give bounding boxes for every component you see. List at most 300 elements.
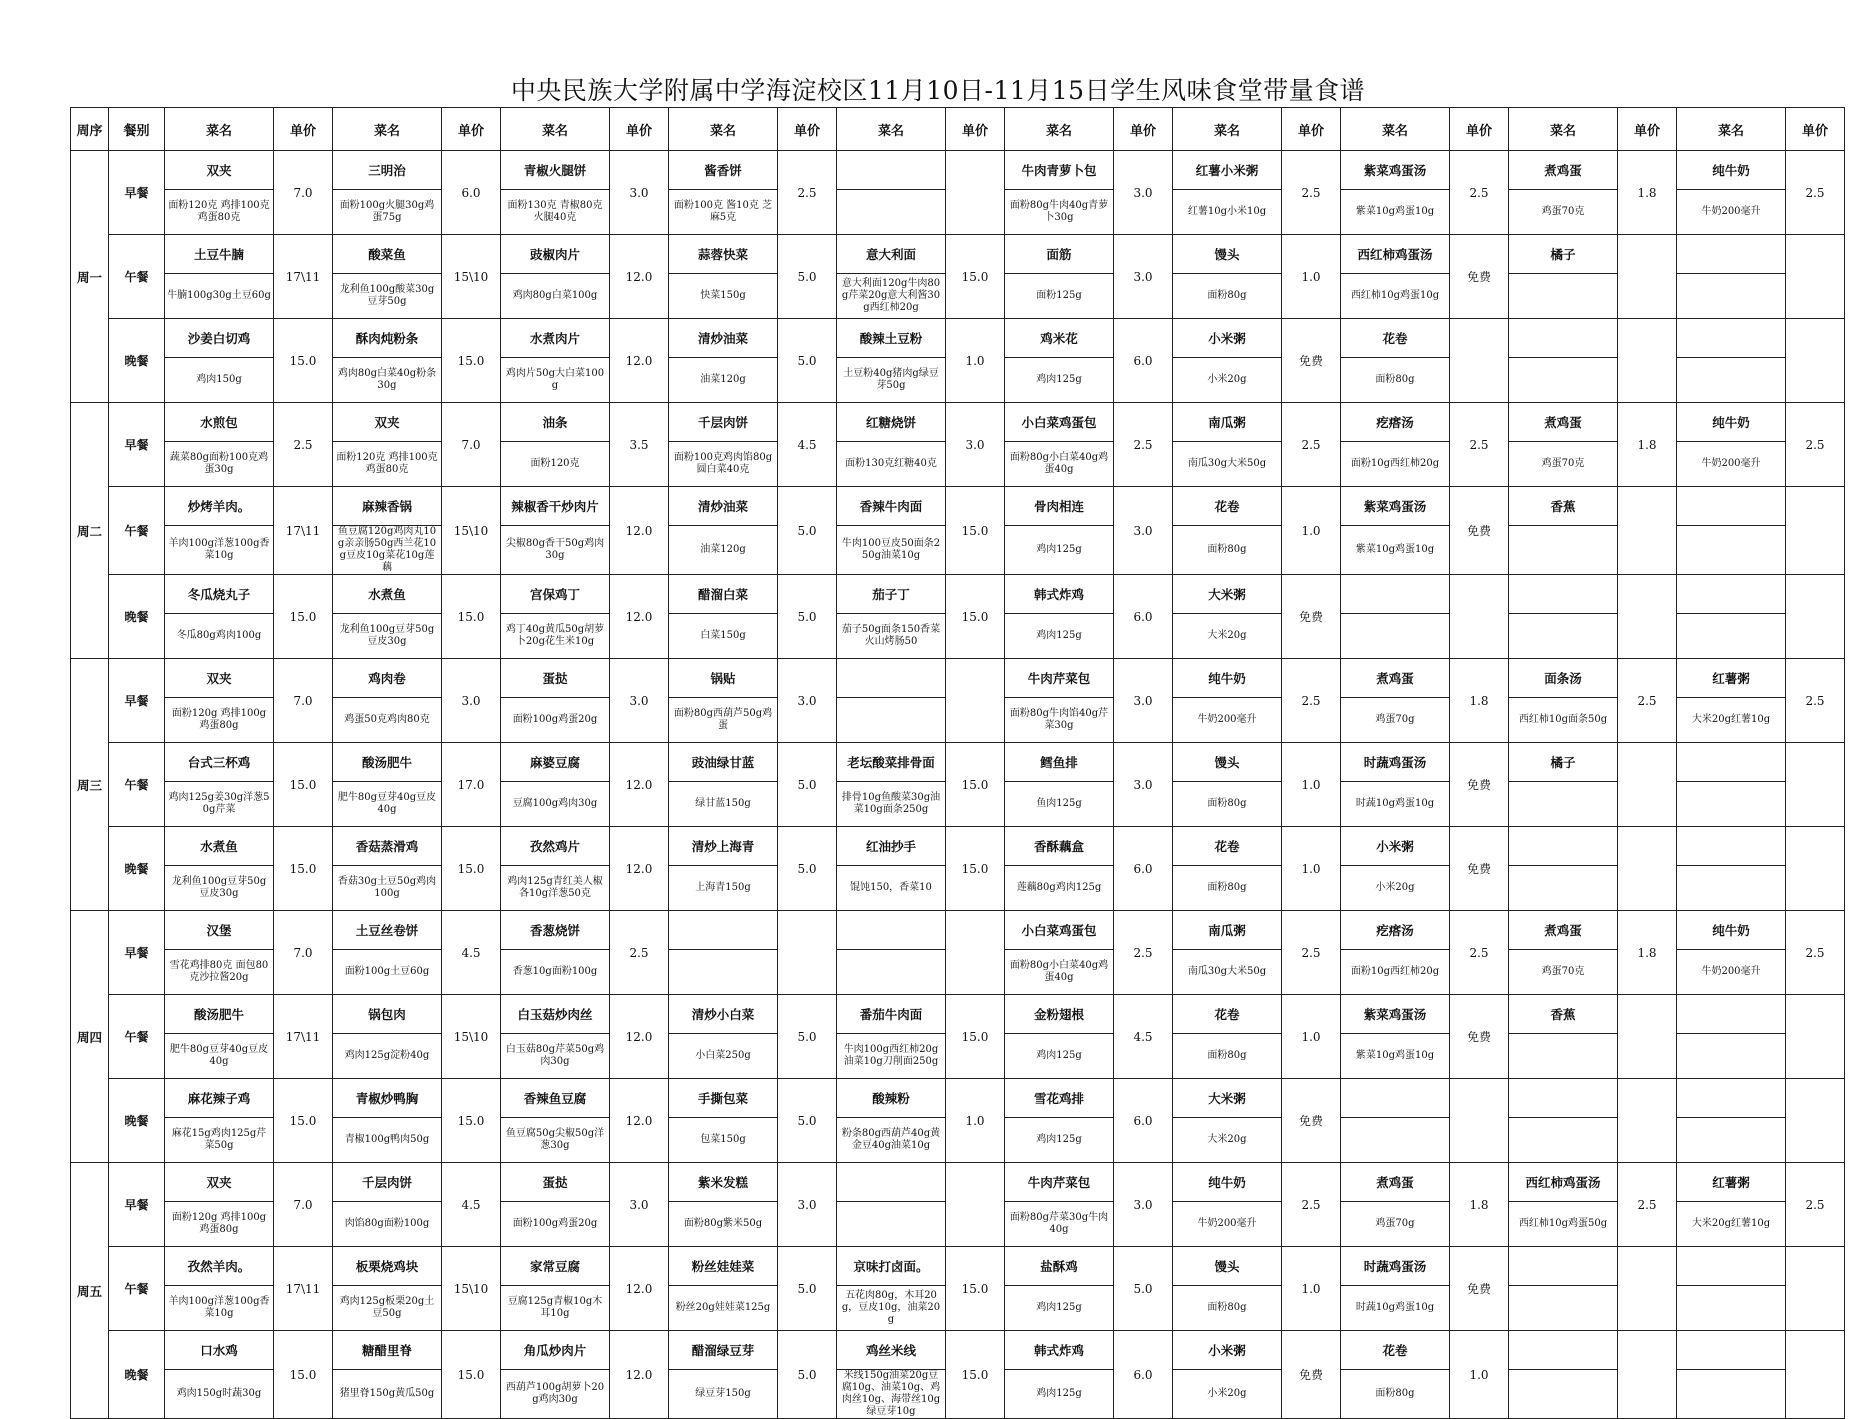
header-dish: 菜名 bbox=[333, 108, 442, 151]
ingredients-text: 面粉125g bbox=[1036, 290, 1082, 301]
dish-name: 锅包肉 bbox=[333, 995, 442, 1034]
ingredients-text: 面粉80g bbox=[1207, 1050, 1247, 1061]
dish-price: 12.0 bbox=[610, 487, 669, 575]
dish-ingredients bbox=[837, 1034, 946, 1079]
dish-name: 盐酥鸡 bbox=[1005, 1247, 1114, 1286]
ingredients-text: 面粉120g 鸡排100g鸡蛋80g bbox=[171, 1212, 267, 1235]
dish-price: 免费 bbox=[1450, 487, 1509, 575]
dish-price: 3.0 bbox=[1114, 659, 1173, 743]
dish-price: 15.0 bbox=[946, 995, 1005, 1079]
dish-price: 3.0 bbox=[1114, 235, 1173, 319]
header-price: 单价 bbox=[946, 108, 1005, 151]
dish-name: 馒头 bbox=[1173, 743, 1282, 782]
dish-price: 2.5 bbox=[610, 911, 669, 995]
dish-name: 橘子 bbox=[1509, 743, 1618, 782]
dish-ingredients bbox=[1677, 190, 1786, 235]
dish-ingredients bbox=[1005, 1286, 1114, 1331]
ingredients-text: 面粉120克 鸡排100克鸡蛋80克 bbox=[168, 200, 270, 223]
dish-price: 1.8 bbox=[1450, 659, 1509, 743]
dish-price bbox=[946, 1163, 1005, 1247]
ingredients-text: 鸡肉125g板栗20g土豆50g bbox=[339, 1296, 435, 1319]
dish-ingredients bbox=[1173, 526, 1282, 575]
dish-name: 糖醋里脊 bbox=[333, 1331, 442, 1370]
dish-name: 蛋挞 bbox=[501, 659, 610, 698]
dish-ingredients bbox=[333, 698, 442, 743]
dish-ingredients bbox=[1677, 698, 1786, 743]
dish-name: 纯牛奶 bbox=[1173, 659, 1282, 698]
dish-name: 清炒油菜 bbox=[669, 319, 778, 358]
dish-ingredients bbox=[1677, 1034, 1786, 1079]
dish-price: 1.0 bbox=[1282, 1247, 1341, 1331]
dish-name: 牛肉芹菜包 bbox=[1005, 659, 1114, 698]
dish-ingredients bbox=[1173, 190, 1282, 235]
dish-ingredients bbox=[165, 190, 274, 235]
dish-price: 15.0 bbox=[946, 827, 1005, 911]
dish-ingredients bbox=[165, 1286, 274, 1331]
dish-ingredients bbox=[333, 1202, 442, 1247]
dish-name: 小白菜鸡蛋包 bbox=[1005, 911, 1114, 950]
dish-price: 3.0 bbox=[1114, 151, 1173, 235]
ingredients-text: 牛肉100豆皮50面条250g油菜10g bbox=[841, 538, 941, 561]
ingredients-text: 鱼豆腐50g尖椒50g洋葱30g bbox=[505, 1128, 605, 1151]
dish-price: 12.0 bbox=[610, 995, 669, 1079]
dish-ingredients bbox=[333, 1118, 442, 1163]
dish-price: 3.0 bbox=[1114, 1163, 1173, 1247]
dish-price: 免费 bbox=[1450, 1247, 1509, 1331]
dish-ingredients bbox=[837, 698, 946, 743]
dish-name: 水煮肉片 bbox=[501, 319, 610, 358]
dish-ingredients bbox=[333, 1370, 442, 1419]
dish-ingredients bbox=[837, 1118, 946, 1163]
dish-ingredients bbox=[165, 698, 274, 743]
dish-price: 2.5 bbox=[1282, 1163, 1341, 1247]
dish-name: 土豆丝卷饼 bbox=[333, 911, 442, 950]
ingredients-text: 肥牛80g豆芽40g豆皮40g bbox=[169, 1044, 269, 1067]
dish-price: 免费 bbox=[1282, 1079, 1341, 1163]
dish-ingredients bbox=[1005, 614, 1114, 659]
dish-price: 15.0 bbox=[274, 319, 333, 403]
dish-name bbox=[1677, 995, 1786, 1034]
dish-name: 南瓜粥 bbox=[1173, 403, 1282, 442]
ingredients-text: 面粉10g西红柿20g bbox=[1350, 458, 1440, 469]
dish-price: 免费 bbox=[1450, 827, 1509, 911]
meal-label: 早餐 bbox=[109, 659, 165, 743]
ingredients-text: 面粉80g bbox=[1207, 544, 1247, 555]
dish-name: 金粉翅根 bbox=[1005, 995, 1114, 1034]
dish-ingredients bbox=[1509, 442, 1618, 487]
dish-ingredients bbox=[501, 782, 610, 827]
dish-ingredients bbox=[1509, 274, 1618, 319]
dish-name: 紫菜鸡蛋汤 bbox=[1341, 995, 1450, 1034]
meal-row bbox=[71, 743, 1845, 782]
dish-price: 5.0 bbox=[778, 1079, 837, 1163]
dish-price: 5.0 bbox=[778, 319, 837, 403]
dish-ingredients bbox=[1677, 614, 1786, 659]
meal-label: 晚餐 bbox=[109, 575, 165, 659]
dish-ingredients bbox=[165, 614, 274, 659]
dish-ingredients bbox=[165, 526, 274, 575]
dish-ingredients bbox=[837, 274, 946, 319]
dish-name: 意大利面 bbox=[837, 235, 946, 274]
dish-name: 番茄牛肉面 bbox=[837, 995, 946, 1034]
dish-price: 3.0 bbox=[778, 1163, 837, 1247]
header-dish: 菜名 bbox=[1677, 108, 1786, 151]
dish-name: 小米粥 bbox=[1173, 319, 1282, 358]
dish-name: 土豆牛腩 bbox=[165, 235, 274, 274]
ingredients-text: 肉馅80g面粉100g bbox=[344, 1218, 430, 1229]
dish-name: 酸辣土豆粉 bbox=[837, 319, 946, 358]
ingredients-text: 大米20g红薯10g bbox=[1691, 1218, 1771, 1229]
ingredients-text: 小米20g bbox=[1207, 1388, 1247, 1399]
dish-ingredients bbox=[165, 1202, 274, 1247]
dish-name: 香酥藕盒 bbox=[1005, 827, 1114, 866]
dish-name bbox=[1677, 487, 1786, 526]
dish-price: 15.0 bbox=[274, 827, 333, 911]
dish-name: 疙瘩汤 bbox=[1341, 403, 1450, 442]
dish-price: 6.0 bbox=[1114, 319, 1173, 403]
dish-name: 辣椒香干炒肉片 bbox=[501, 487, 610, 526]
dish-ingredients bbox=[1005, 1370, 1114, 1419]
dish-price: 1.8 bbox=[1618, 151, 1677, 235]
ingredients-text: 米线150g油菜20g豆腐10g、油菜10g、鸡肉丝10g、海带丝10g绿豆芽10g bbox=[841, 1370, 941, 1417]
dish-name bbox=[1341, 1079, 1450, 1118]
ingredients-text: 白玉菇80g芹菜50g鸡肉30g bbox=[505, 1044, 605, 1067]
dish-ingredients bbox=[1173, 442, 1282, 487]
dish-ingredients bbox=[669, 526, 778, 575]
dish-ingredients bbox=[1509, 1202, 1618, 1247]
header-price: 单价 bbox=[778, 108, 837, 151]
ingredients-text: 鸡蛋70克 bbox=[1541, 458, 1585, 469]
dish-price: 12.0 bbox=[610, 827, 669, 911]
ingredients-text: 鸡肉125g bbox=[1036, 630, 1082, 641]
dish-name: 粉丝娃娃菜 bbox=[669, 1247, 778, 1286]
dish-name: 香辣牛肉面 bbox=[837, 487, 946, 526]
dish-ingredients bbox=[837, 526, 946, 575]
dish-ingredients bbox=[1341, 1286, 1450, 1331]
dish-ingredients bbox=[501, 1286, 610, 1331]
dish-price: 15.0 bbox=[274, 1079, 333, 1163]
dish-ingredients bbox=[1005, 1118, 1114, 1163]
dish-ingredients bbox=[1173, 358, 1282, 403]
dish-price: 4.5 bbox=[778, 403, 837, 487]
dish-ingredients bbox=[1005, 698, 1114, 743]
ingredients-text: 鸡肉片50g大白菜100g bbox=[505, 368, 605, 391]
dish-ingredients bbox=[669, 866, 778, 911]
dish-price: 6.0 bbox=[442, 151, 501, 235]
dish-price: 15\10 bbox=[442, 1247, 501, 1331]
dish-price bbox=[1786, 575, 1845, 659]
dish-ingredients bbox=[1677, 442, 1786, 487]
ingredients-text: 牛奶200毫升 bbox=[1197, 714, 1257, 725]
ingredients-text: 粉丝20g娃娃菜125g bbox=[675, 1302, 771, 1313]
dish-price bbox=[1618, 995, 1677, 1079]
dish-ingredients bbox=[1341, 358, 1450, 403]
dish-ingredients bbox=[501, 442, 610, 487]
header-row bbox=[71, 108, 1845, 151]
header-dish: 菜名 bbox=[837, 108, 946, 151]
dish-ingredients bbox=[1341, 1370, 1450, 1419]
ingredients-text: 鸡肉125g淀粉40g bbox=[344, 1050, 430, 1061]
dish-price: 2.5 bbox=[1618, 1163, 1677, 1247]
ingredients-text: 上海青150g bbox=[695, 882, 751, 893]
dish-price: 2.5 bbox=[1786, 403, 1845, 487]
dish-name bbox=[837, 911, 946, 950]
dish-price: 1.8 bbox=[1450, 1163, 1509, 1247]
dish-ingredients bbox=[1005, 358, 1114, 403]
dish-price: 15\10 bbox=[442, 487, 501, 575]
dish-ingredients bbox=[501, 1202, 610, 1247]
ingredients-text: 包菜150g bbox=[700, 1134, 746, 1145]
menu-body bbox=[71, 151, 1845, 1419]
dish-ingredients bbox=[1173, 1370, 1282, 1419]
ingredients-text: 麻花15g鸡肉125g芹菜50g bbox=[171, 1128, 267, 1151]
ingredients-text: 油菜120g bbox=[700, 544, 746, 555]
meal-row bbox=[71, 403, 1845, 442]
ingredients-text: 牛腩100g30g土豆60g bbox=[167, 290, 271, 301]
ingredients-text: 粉条80g西葫芦40g黄金豆40g油菜10g bbox=[841, 1128, 941, 1151]
ingredients-text: 面粉130克红糖40克 bbox=[845, 458, 937, 469]
dish-name: 红油抄手 bbox=[837, 827, 946, 866]
dish-price: 2.5 bbox=[274, 403, 333, 487]
meal-row bbox=[71, 1079, 1845, 1118]
dish-name: 蛋挞 bbox=[501, 1163, 610, 1202]
meal-label: 早餐 bbox=[109, 1163, 165, 1247]
meal-label: 午餐 bbox=[109, 995, 165, 1079]
dish-name: 花卷 bbox=[1341, 1331, 1450, 1370]
dish-name: 西红柿鸡蛋汤 bbox=[1509, 1163, 1618, 1202]
ingredients-text: 羊肉100g洋葱100g香菜10g bbox=[168, 538, 270, 561]
dish-name: 冬瓜烧丸子 bbox=[165, 575, 274, 614]
dish-price: 免费 bbox=[1450, 743, 1509, 827]
meal-label: 晚餐 bbox=[109, 827, 165, 911]
dish-ingredients bbox=[837, 1370, 946, 1419]
dish-name: 白玉菇炒肉丝 bbox=[501, 995, 610, 1034]
dish-price bbox=[1786, 319, 1845, 403]
ingredients-text: 土豆粉40g猪肉g绿豆芽50g bbox=[843, 368, 939, 391]
dish-price: 2.5 bbox=[1786, 151, 1845, 235]
dish-price bbox=[1618, 1331, 1677, 1419]
dish-name: 鳕鱼排 bbox=[1005, 743, 1114, 782]
dish-ingredients bbox=[1677, 274, 1786, 319]
ingredients-text: 鸡肉125g bbox=[1036, 374, 1082, 385]
dish-ingredients bbox=[1341, 950, 1450, 995]
dish-ingredients bbox=[501, 190, 610, 235]
ingredients-text: 鸡肉150g bbox=[196, 374, 242, 385]
dish-name: 锅贴 bbox=[669, 659, 778, 698]
dish-name: 纯牛奶 bbox=[1677, 911, 1786, 950]
meal-row bbox=[71, 659, 1845, 698]
dish-name: 酸菜鱼 bbox=[333, 235, 442, 274]
dish-ingredients bbox=[333, 1034, 442, 1079]
ingredients-text: 雪花鸡排80克 面包80克沙拉酱20g bbox=[169, 960, 269, 983]
ingredients-text: 大米20g红薯10g bbox=[1691, 714, 1771, 725]
dish-price bbox=[1618, 1079, 1677, 1163]
ingredients-text: 面粉80g bbox=[1375, 1388, 1415, 1399]
header-price: 单价 bbox=[1786, 108, 1845, 151]
dish-ingredients bbox=[1173, 1202, 1282, 1247]
ingredients-text: 西红柿10g鸡蛋10g bbox=[1350, 290, 1440, 301]
dish-price bbox=[1618, 487, 1677, 575]
ingredients-text: 尖椒80g香干50g鸡肉30g bbox=[505, 538, 605, 561]
ingredients-text: 面粉120克 bbox=[530, 458, 580, 469]
dish-price: 15.0 bbox=[946, 1247, 1005, 1331]
dish-price bbox=[1786, 1247, 1845, 1331]
dish-price: 12.0 bbox=[610, 1247, 669, 1331]
dish-ingredients bbox=[1173, 782, 1282, 827]
ingredients-text: 意大利面120g牛肉80g芹菜20g意大利酱30g西红柿20g bbox=[841, 278, 941, 313]
page-title: 中央民族大学附属中学海淀校区11月10日-11月15日学生风味食堂带量食谱 bbox=[510, 76, 1366, 105]
dish-name: 麻花辣子鸡 bbox=[165, 1079, 274, 1118]
dish-ingredients bbox=[501, 1370, 610, 1419]
header-meal: 餐别 bbox=[109, 108, 165, 151]
header-price: 单价 bbox=[1450, 108, 1509, 151]
dish-ingredients bbox=[837, 950, 946, 995]
dish-price: 3.0 bbox=[610, 151, 669, 235]
dish-price: 15.0 bbox=[442, 1331, 501, 1419]
dish-ingredients bbox=[165, 358, 274, 403]
dish-ingredients bbox=[1005, 274, 1114, 319]
dish-name: 醋溜白菜 bbox=[669, 575, 778, 614]
dish-ingredients bbox=[669, 1370, 778, 1419]
dish-name: 清炒油菜 bbox=[669, 487, 778, 526]
dish-name: 雪花鸡排 bbox=[1005, 1079, 1114, 1118]
dish-name bbox=[1509, 1079, 1618, 1118]
dish-name: 纯牛奶 bbox=[1677, 403, 1786, 442]
dish-price: 2.5 bbox=[1786, 659, 1845, 743]
menu-table bbox=[70, 107, 1845, 1419]
header-dish: 菜名 bbox=[669, 108, 778, 151]
dish-name: 香葱烧饼 bbox=[501, 911, 610, 950]
dish-price: 免费 bbox=[1450, 995, 1509, 1079]
dish-name: 清炒上海青 bbox=[669, 827, 778, 866]
dish-price: 15.0 bbox=[274, 1331, 333, 1419]
dish-price bbox=[1618, 1247, 1677, 1331]
dish-ingredients bbox=[501, 526, 610, 575]
header-price: 单价 bbox=[610, 108, 669, 151]
dish-price: 15\10 bbox=[442, 235, 501, 319]
dish-name: 紫米发糕 bbox=[669, 1163, 778, 1202]
header-dish: 菜名 bbox=[1509, 108, 1618, 151]
dish-name: 小米粥 bbox=[1173, 1331, 1282, 1370]
meal-row bbox=[71, 151, 1845, 190]
meal-row bbox=[71, 319, 1845, 358]
ingredients-text: 豆腐125g青椒10g木耳10g bbox=[507, 1296, 603, 1319]
dish-price: 3.5 bbox=[610, 403, 669, 487]
dish-ingredients bbox=[669, 358, 778, 403]
ingredients-text: 青椒100g鸭肉50g bbox=[344, 1134, 430, 1145]
day-label: 周五 bbox=[71, 1163, 109, 1419]
dish-ingredients bbox=[837, 1202, 946, 1247]
dish-price bbox=[1786, 827, 1845, 911]
dish-ingredients bbox=[1341, 1202, 1450, 1247]
dish-name: 牛肉芹菜包 bbox=[1005, 1163, 1114, 1202]
dish-name: 牛肉青萝卜包 bbox=[1005, 151, 1114, 190]
ingredients-text: 面粉80g西葫芦50g鸡蛋 bbox=[673, 708, 773, 731]
dish-price bbox=[1786, 1079, 1845, 1163]
ingredients-text: 鸡肉125g bbox=[1036, 1388, 1082, 1399]
ingredients-text: 白菜150g bbox=[700, 630, 746, 641]
dish-ingredients bbox=[333, 274, 442, 319]
dish-price: 12.0 bbox=[610, 319, 669, 403]
dish-price: 7.0 bbox=[274, 911, 333, 995]
dish-name: 煮鸡蛋 bbox=[1341, 659, 1450, 698]
dish-ingredients bbox=[1509, 1118, 1618, 1163]
dish-name: 麻婆豆腐 bbox=[501, 743, 610, 782]
dish-name: 水煮鱼 bbox=[165, 827, 274, 866]
dish-name: 花卷 bbox=[1173, 995, 1282, 1034]
ingredients-text: 时蔬10g鸡蛋10g bbox=[1355, 1302, 1435, 1313]
dish-price: 15\10 bbox=[442, 995, 501, 1079]
dish-ingredients bbox=[837, 614, 946, 659]
dish-price bbox=[1786, 235, 1845, 319]
dish-name bbox=[837, 659, 946, 698]
dish-name: 馒头 bbox=[1173, 1247, 1282, 1286]
dish-price bbox=[1450, 319, 1509, 403]
ingredients-text: 面粉130克 青椒80克火腿40克 bbox=[507, 200, 603, 223]
dish-name: 香蕉 bbox=[1509, 487, 1618, 526]
dish-name bbox=[1677, 1247, 1786, 1286]
dish-price: 15.0 bbox=[274, 575, 333, 659]
dish-name: 水煎包 bbox=[165, 403, 274, 442]
dish-name bbox=[669, 911, 778, 950]
dish-price: 1.0 bbox=[1282, 995, 1341, 1079]
ingredients-text: 面粉80g紫米50g bbox=[683, 1218, 763, 1229]
dish-price: 2.5 bbox=[1786, 1163, 1845, 1247]
ingredients-text: 茄子50g面条150香菜火山烤肠50 bbox=[841, 624, 941, 647]
dish-price: 免费 bbox=[1282, 575, 1341, 659]
dish-name: 鸡丝米线 bbox=[837, 1331, 946, 1370]
dish-price: 2.5 bbox=[1282, 403, 1341, 487]
dish-ingredients bbox=[1509, 1034, 1618, 1079]
dish-name: 南瓜粥 bbox=[1173, 911, 1282, 950]
ingredients-text: 鸡蛋70g bbox=[1375, 1218, 1415, 1229]
dish-price: 5.0 bbox=[778, 1247, 837, 1331]
dish-name: 水煮鱼 bbox=[333, 575, 442, 614]
dish-price: 1.0 bbox=[1282, 827, 1341, 911]
ingredients-text: 面粉80g bbox=[1207, 1302, 1247, 1313]
dish-name bbox=[837, 1163, 946, 1202]
ingredients-text: 鸡蛋70克 bbox=[1541, 206, 1585, 217]
dish-ingredients bbox=[1005, 782, 1114, 827]
dish-ingredients bbox=[333, 190, 442, 235]
dish-price bbox=[946, 659, 1005, 743]
dish-price: 17\11 bbox=[274, 235, 333, 319]
ingredients-text: 牛奶200毫升 bbox=[1197, 1218, 1257, 1229]
dish-ingredients bbox=[333, 358, 442, 403]
dish-price: 免费 bbox=[1282, 1331, 1341, 1419]
dish-ingredients bbox=[1173, 614, 1282, 659]
dish-ingredients bbox=[1509, 358, 1618, 403]
ingredients-text: 牛肉100g西红柿20g油菜10g刀削面250g bbox=[843, 1044, 939, 1067]
dish-ingredients bbox=[1509, 950, 1618, 995]
dish-price: 17\11 bbox=[274, 487, 333, 575]
ingredients-text: 面粉80g牛肉40g青萝卜30g bbox=[1009, 200, 1109, 223]
dish-ingredients bbox=[333, 614, 442, 659]
dish-name: 醋溜绿豆芽 bbox=[669, 1331, 778, 1370]
dish-price: 3.0 bbox=[1114, 487, 1173, 575]
dish-price: 12.0 bbox=[610, 575, 669, 659]
dish-name: 京味打卤面。 bbox=[837, 1247, 946, 1286]
dish-name: 红糖烧饼 bbox=[837, 403, 946, 442]
dish-ingredients bbox=[837, 190, 946, 235]
dish-price bbox=[1618, 319, 1677, 403]
dish-name: 炒烤羊肉。 bbox=[165, 487, 274, 526]
ingredients-text: 面粉80g小白菜40g鸡蛋40g bbox=[1009, 452, 1109, 475]
dish-ingredients bbox=[333, 442, 442, 487]
ingredients-text: 鸡肉125g bbox=[1036, 544, 1082, 555]
ingredients-text: 面粉120g 鸡排100g鸡蛋80g bbox=[171, 708, 267, 731]
dish-ingredients bbox=[1173, 950, 1282, 995]
